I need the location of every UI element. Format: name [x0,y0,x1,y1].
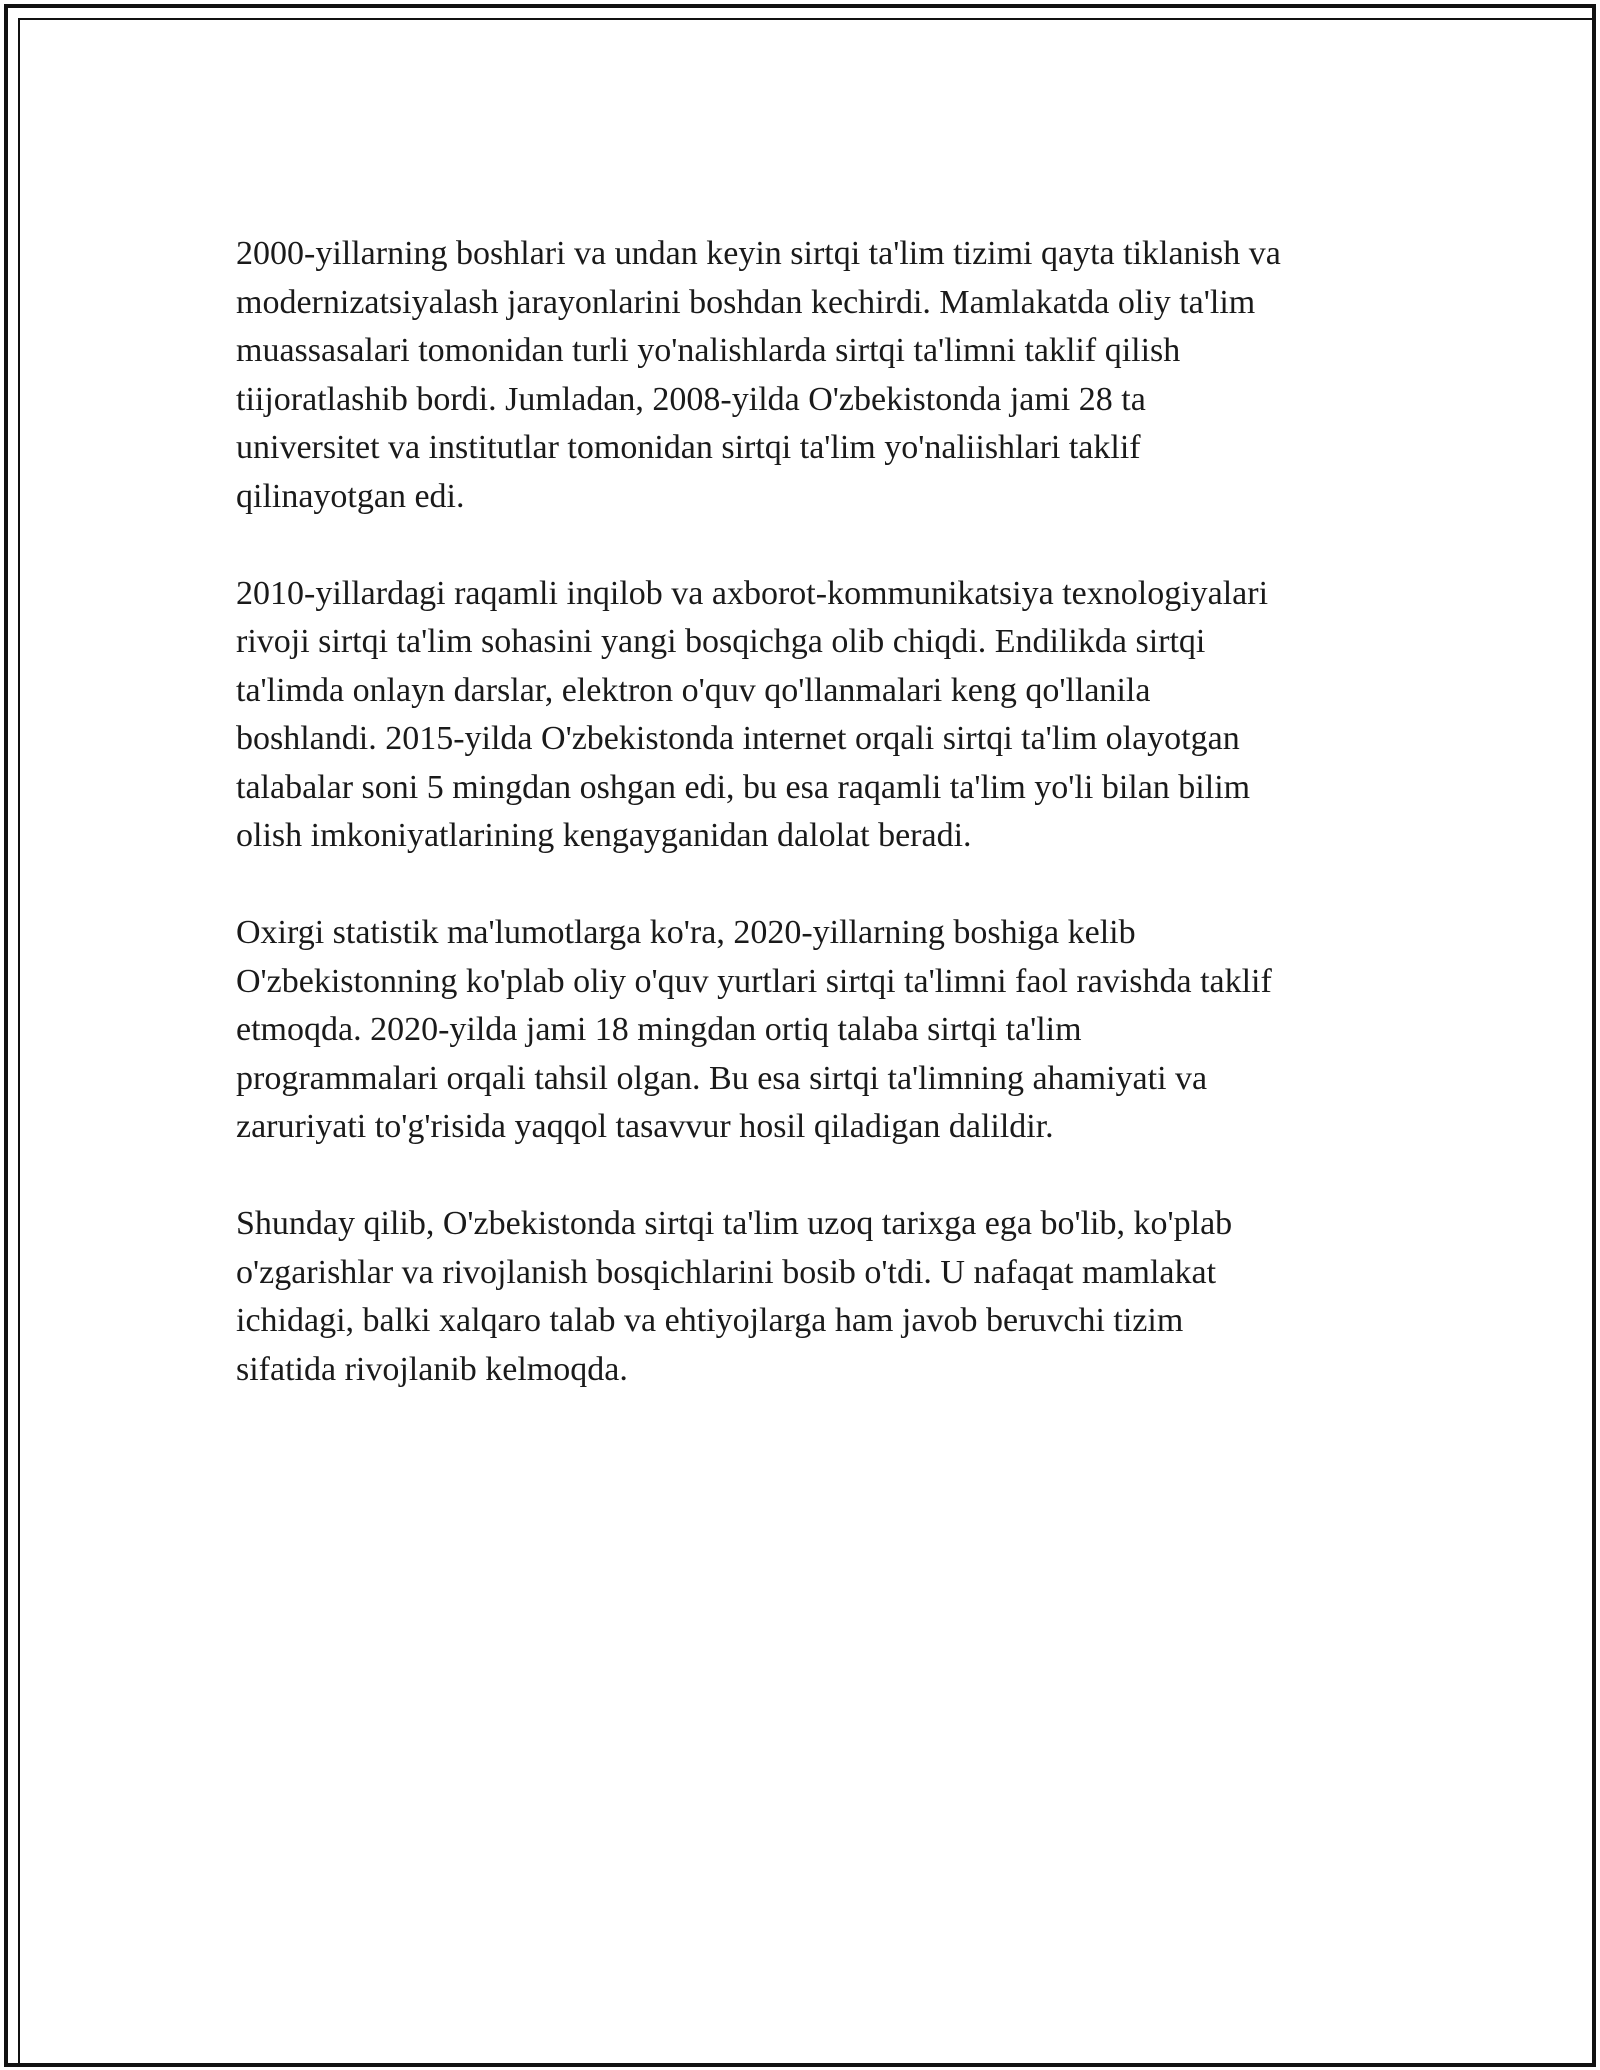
document-body [236,230,1386,1443]
paragraph-1: 2000-yillarning boshlari va undan keyin sirtqi ta'lim tizimi qayta tiklanish va modernizatsiyalash jarayonlarini boshdan kechirdi. Mamlakatda oliy ta'lim muassasalari tomonidan turli yo'nalishlarda sirtqi ta'limni taklif qilish tiijoratlashib bordi. Jumladan, 2008-yilda O'zbekistonda jami 28 ta universitet va institutlar tomonidan sirtqi ta'lim yo'naliishlari taklif qilinayotgan edi. [236,235,1281,515]
paragraph-3: Oxirgi statistik ma'lumotlarga ko'ra, 2020-yillarning boshiga kelib O'zbekistonning ko'plab oliy o'quv yurtlari sirtqi ta'limni faol ravishda taklif etmoqda. 2020-yilda jami 18 mingdan ortiq talaba sirtqi ta'lim programmalari orqali tahsil olgan. Bu esa sirtqi ta'limning ahamiyati va zaruriyati to'g'risida yaqqol tasavvur hosil qiladigan dalildir. [236,914,1272,1145]
paragraph-4: Shunday qilib, O'zbekistonda sirtqi ta'lim uzoq tarixga ega bo'lib, ko'plab o'zgarishlar va rivojlanish bosqichlarini bosib o'tdi. U nafaqat mamlakat ichidagi, balki xalqaro talab va ehtiyojlarga ham javob beruvchi tizim sifatida rivojlanib kelmoqda. [236,1205,1233,1388]
paragraph-2: 2010-yillardagi raqamli inqilob va axborot-kommunikatsiya texnologiyalari rivoji sirtqi ta'lim sohasini yangi bosqichga olib chiqdi. Endilikda sirtqi ta'limda onlayn darslar, elektron o'quv qo'llanmalari keng qo'llanila boshlandi. 2015-yilda O'zbekistonda internet orqali sirtqi ta'lim olayotgan talabalar soni 5 mingdan oshgan edi, bu esa raqamli ta'lim yo'li bilan bilim olish imkoniyatlarining kengayganidan dalolat beradi. [236,574,1269,854]
